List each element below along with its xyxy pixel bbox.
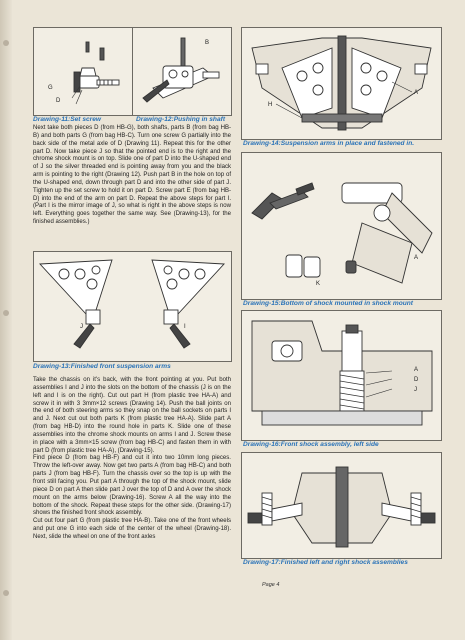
label-a: A (414, 367, 419, 373)
caption-drawing-11: Drawing-11:Set screw (33, 116, 102, 123)
caption-drawing-14: Drawing-14:Suspension arms in place and fastened in. (243, 140, 415, 147)
label-k: K (316, 281, 321, 287)
drawing-17-finished-shock-assemblies (241, 452, 442, 559)
drawing-15-bottom-of-shock (241, 152, 442, 300)
page-number: Page 4 (262, 582, 280, 588)
drawing-13-finished-front-suspension-arms (33, 251, 232, 362)
drawing-14-suspension-arms-in-place (241, 27, 442, 140)
label-j: J (80, 324, 83, 330)
paragraph: Take the chassis on it's back, with the front pointing at you. Put both assemblies I and J into the slots on the bottom of the chassis (J is on the left and I is on the right). Cut out part H (from plastic tree HA-A) and screw it in with 3 3mm×12 screws (Drawing 14). Push the ball joints on the end of both steering arms so they snap on the ball sockets on parts I and J. Next cut out both parts K (from plastic tree HA-A). Slide part A (from bag HB-D) into the round hole in parts K. Slide one of these assemblies into the chrome shock mounts on arms I and J. Screw these in place with a 3mm×15 screw (from bag HB-C) and fasten them in with part D (from plastic tree HA-A), (Drawing-15). (33, 377, 231, 454)
drawing-12-pushing-in-shaft (132, 27, 232, 116)
caption-drawing-13: Drawing-13:Finished front suspension arms (33, 363, 171, 370)
paragraph: Cut out four part G (from plastic tree HA-B). Take one of the front wheels and put one G into each side of the center of the wheel (Drawing-18). Next, slide the wheel on one of the front axles (33, 518, 231, 540)
page-binding (0, 0, 12, 640)
label-a: A (414, 255, 419, 261)
caption-drawing-15: Drawing-15:Bottom of shock mounted in shock mount (243, 300, 413, 307)
label-d: D (414, 377, 419, 383)
label-i: I (184, 324, 186, 330)
caption-drawing-12: Drawing-12:Pushing in shaft (136, 116, 226, 123)
instructions-block-2 (33, 377, 231, 542)
caption-drawing-17: Drawing-17:Finished left and right shock assemblies (243, 559, 408, 566)
binding-hole (3, 590, 9, 596)
drawing-11-set-screw (33, 27, 134, 116)
label-a: A (414, 90, 419, 96)
paragraph: Find piece D (from bag HB-F) and cut it into two 10mm long pieces. Throw the left-over away. Now get two parts A (from bag HB-C) and both parts J (from bag HB-F). Turn the chassis over so the top is up with the front still facing you. Put part A through the top of the shock mount, slide piece D on part A then slide part J over the top of D and A over the shock mount on the arms below (Drawing-16). Screw A all the way into the bottom of the shock. Repeat these steps for the other side. (Drawing-17) shows the finished front shock assembly. (33, 455, 231, 517)
label-b: B (205, 40, 210, 46)
paragraph: Next take both pieces D (from HB-G), both shafts, parts B (from bag HB-B) and both parts G (from bag HB-C). Turn one screw G partially into the back side of the metal axle of D (Drawing 11). Repeat this for the other part D. Now take piece J so that the pointed end is to the right and the chrome shock mount is on top. Slide one of part D into the U-shaped end of J so the silver threaded end is pointing away from you and the black arm is pointing to the right (Drawing 12). Push part B in the hole on top of the U-shaped end, down through part D and into the other side of part J. Tighten up the set screw to hold it on part D. Screw part E (from bag HB-D) into the end of the arm on part D. Repeat the above steps for part I. (Part I is the mirror image of J, so what is right in the above steps is now left. Everything goes together the same way. See (Drawing-13), for the finished assemblies.) (33, 125, 231, 226)
label-j: J (414, 387, 417, 393)
label-g: G (48, 85, 53, 91)
caption-drawing-16: Drawing-16:Front shock assembly, left side (243, 441, 379, 448)
binding-hole (3, 310, 9, 316)
drawing-16-front-shock-assembly (241, 310, 442, 441)
binding-hole (3, 40, 9, 46)
label-d: D (56, 98, 61, 104)
label-h: H (268, 102, 273, 108)
instructions-block-1 (33, 125, 231, 227)
